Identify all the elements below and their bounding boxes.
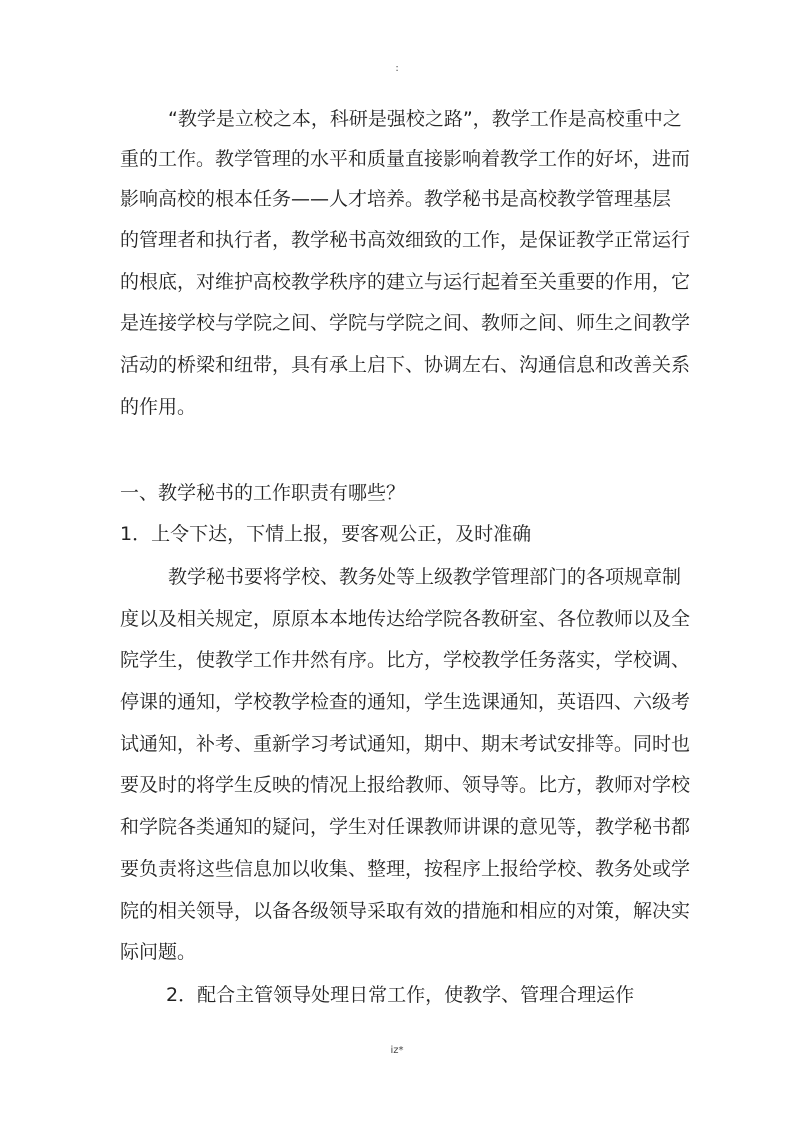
paragraph-line: 际问题。 bbox=[120, 941, 197, 963]
paragraph-line: 教学秘书要将学校、教务处等上级教学管理部门的各项规章制 bbox=[168, 566, 682, 588]
subsection-heading: 1．上令下达，下情上报，要客观公正，及时准确 bbox=[120, 523, 532, 545]
paragraph-line: 是连接学校与学院之间、学院与学院之间、教师之间、师生之间教学 bbox=[120, 312, 691, 334]
paragraph-line: 要负责将这些信息加以收集、整理，按程序上报给学校、教务处或学 bbox=[120, 858, 691, 880]
paragraph-line: 的作用。 bbox=[120, 396, 197, 418]
paragraph-line: 活动的桥梁和纽带，具有承上启下、协调左右、沟通信息和改善关系 bbox=[120, 354, 691, 376]
section-heading: 一、教学秘书的工作职责有哪些？ bbox=[120, 482, 406, 504]
paragraph-line: 试通知，补考、重新学习考试通知，期中、期末考试安排等。同时也 bbox=[120, 733, 691, 755]
paragraph-line: 院的相关领导，以备各级领导采取有效的措施和相应的对策，解决实 bbox=[120, 900, 691, 922]
paragraph-line: 停课的通知，学校教学检查的通知，学生选课通知，英语四、六级考 bbox=[120, 691, 691, 713]
paragraph-line: 要及时的将学生反映的情况上报给教师、领导等。比方，教师对学校 bbox=[120, 774, 691, 796]
paragraph-line: 度以及相关规定，原原本本地传达给学院各教研室、各位教师以及全 bbox=[120, 608, 691, 630]
paragraph-line: 院学生，使教学工作井然有序。比方，学校教学任务落实，学校调、 bbox=[120, 649, 691, 671]
paragraph-line: 的根底，对维护高校教学秩序的建立与运行起着至关重要的作用，它 bbox=[120, 271, 691, 293]
paragraph-line: “教学是立校之本，科研是强校之路”，教学工作是高校重中之 bbox=[168, 108, 682, 130]
page-footer-mark: iz* bbox=[390, 1045, 404, 1056]
paragraph-line: 和学院各类通知的疑问，学生对任课教师讲课的意见等，教学秘书都 bbox=[120, 816, 691, 838]
page-header-mark: : bbox=[395, 63, 399, 74]
paragraph-line: 的管理者和执行者，教学秘书高效细致的工作，是保证教学正常运行 bbox=[120, 229, 691, 251]
subsection-heading: 2．配合主管领导处理日常工作，使教学、管理合理运作 bbox=[166, 984, 635, 1006]
paragraph-line: 影响高校的根本任务——人才培养。教学秘书是高校教学管理基层 bbox=[120, 188, 672, 210]
paragraph-line: 重的工作。教学管理的水平和质量直接影响着教学工作的好坏，进而 bbox=[120, 148, 691, 170]
